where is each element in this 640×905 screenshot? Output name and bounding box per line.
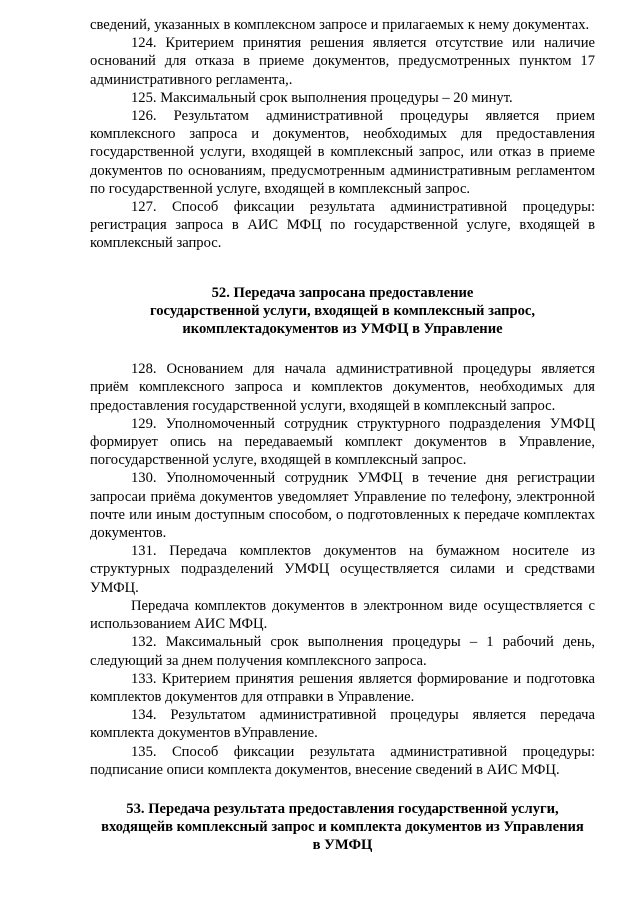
paragraph-131-electronic: Передача комплектов документов в электронном виде осуществляется с использованием АИС МФЦ. bbox=[90, 597, 595, 633]
paragraph-126: 126. Результатом административной процедуры является прием комплексного запроса и документов, необходимых для предоставления государственной услуги, входящей в комплексный запрос, или отказ в приеме документов по основаниям, предусмотренным административным регламентом по государственной услуге, входящей в комплексный запрос. bbox=[90, 108, 595, 197]
paragraph-127: 127. Способ фиксации результата административной процедуры: регистрация запроса в АИС МФЦ по государственной услуге, входящей в комплексный запрос. bbox=[90, 199, 595, 252]
paragraph-124: 124. Критерием принятия решения является отсутствие или наличие оснований для отказа в приеме документов, предусмотренных пунктом 17 административного регламента,. bbox=[90, 35, 595, 88]
section-52-heading-line-3: икомплектадокументов из УМФЦ в Управление bbox=[182, 321, 503, 338]
paragraph-128: 128. Основанием для начала административной процедуры является приём комплексного запроса и комплектов документов, необходимых для предоставления государственной услуги, входящей в комплексный запрос. bbox=[90, 361, 595, 414]
section-52-heading-line-1: 52. Передача запросана предоставление bbox=[211, 284, 474, 301]
section-52-heading bbox=[90, 284, 595, 339]
section-53-heading-line-3: в УМФЦ bbox=[312, 837, 373, 854]
paragraph-132: 132. Максимальный срок выполнения процедуры – 1 рабочий день, следующий за днем получения комплексного запроса. bbox=[90, 634, 595, 669]
paragraph-130: 130. Уполномоченный сотрудник УМФЦ в течение дня регистрации запросаи приёма документов уведомляет Управление по телефону, электронной почте или иным доступным способом, о подготовленных к передаче комплектах документов. bbox=[90, 470, 595, 542]
section-53-heading-line-2: входящейв комплексный запрос и комплекта документов из Управления bbox=[101, 819, 584, 836]
document-body bbox=[90, 16, 595, 855]
paragraph-125: 125. Максимальный срок выполнения процедуры – 20 минут. bbox=[131, 89, 513, 106]
paragraph-135: 135. Способ фиксации результата административной процедуры: подписание описи комплекта документов, внесение сведений в АИС МФЦ. bbox=[90, 743, 595, 778]
section-53-heading bbox=[90, 800, 595, 855]
paragraph-129: 129. Уполномоченный сотрудник структурного подразделения УМФЦ формирует опись на передаваемый комплект документов в Управление, погосударственной услуге, входящей в комплексный запрос. bbox=[90, 415, 595, 469]
section-53-heading-line-1: 53. Передача результата предоставления государственной услуги, bbox=[126, 800, 559, 817]
section-52-heading-line-2: государственной услуги, входящей в комплексный запрос, bbox=[149, 302, 536, 319]
paragraph-131: 131. Передача комплектов документов на бумажном носителе из структурных подразделений УМФЦ осуществляется силами и средствами УМФЦ. bbox=[90, 543, 595, 596]
paragraph-134: 134. Результатом административной процедуры является передача комплекта документов вУправление. bbox=[90, 707, 595, 742]
paragraph-continuation: сведений, указанных в комплексном запросе и прилагаемых к нему документах. bbox=[90, 17, 590, 33]
paragraph-133: 133. Критерием принятия решения является формирование и подготовка комплектов документов для отправки в Управление. bbox=[90, 670, 595, 705]
